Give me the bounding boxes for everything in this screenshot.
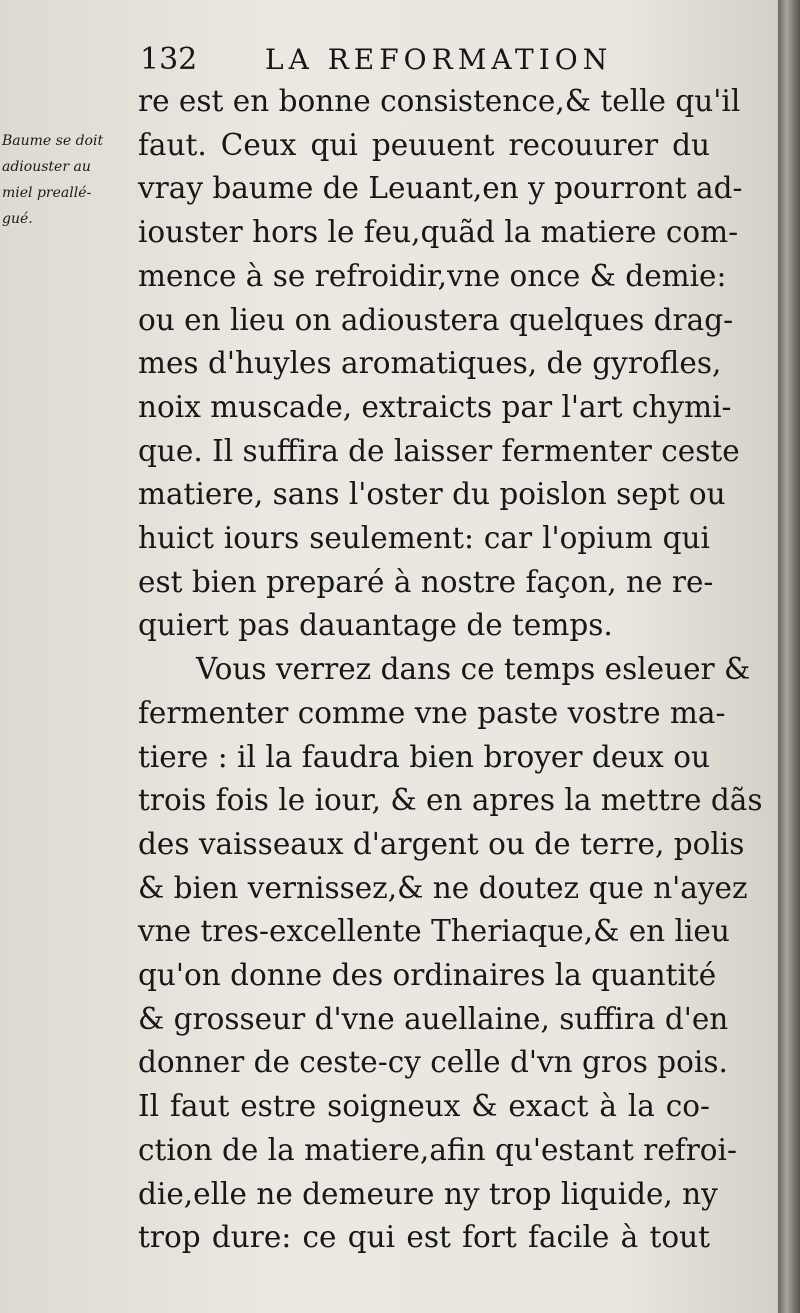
text-line: re est en bonne consistence,& telle qu'il bbox=[138, 84, 741, 118]
text-line: trop dure: ce qui est fort facile à tout bbox=[138, 1220, 710, 1255]
margin-note-line: miel preallé- bbox=[2, 185, 92, 201]
text-line: mence à se refroidir,vne once & demie: bbox=[138, 258, 727, 293]
text-line: mes d'huyles aromatiques, de gyrofles, bbox=[138, 346, 722, 381]
running-head: LA REFORMATION bbox=[265, 43, 613, 76]
margin-note-line: adiouster au bbox=[2, 159, 91, 175]
body-text bbox=[138, 80, 763, 1260]
text-line: Il faut estre soigneux & exact à la co- bbox=[138, 1089, 710, 1124]
margin-note-line: gué. bbox=[2, 211, 33, 227]
text-line: noix muscade, extraicts par l'art chymi- bbox=[138, 389, 732, 424]
text-line: vne tres-excellente Theriaque,& en lieu bbox=[138, 914, 730, 949]
text-line: die,elle ne demeure ny trop liquide, ny bbox=[138, 1176, 718, 1211]
text-line: qu'on donne des ordinaires la quantité bbox=[138, 958, 717, 993]
margin-note-line: Baume se doit bbox=[2, 133, 104, 149]
text-line: que. Il suffira de laisser fermenter ceste bbox=[138, 433, 740, 468]
text-line: & bien vernissez,& ne doutez que n'ayez bbox=[138, 870, 748, 905]
text-line: est bien preparé à nostre façon, ne re- bbox=[138, 564, 714, 599]
text-line: matiere, sans l'oster du poislon sept ou bbox=[138, 477, 726, 512]
page-number: 132 bbox=[140, 42, 198, 77]
page-edge bbox=[778, 0, 800, 1313]
text-line: ou en lieu on adioustera quelques drag- bbox=[138, 302, 734, 337]
text-line: ction de la matiere,afin qu'estant refroi- bbox=[138, 1132, 737, 1167]
margin-note bbox=[2, 128, 137, 232]
text-line: trois fois le iour, & en apres la mettre dãs bbox=[138, 783, 763, 818]
text-line: iouster hors le feu,quãd la matiere com- bbox=[138, 215, 739, 250]
text-line: Vous verrez dans ce temps esleuer & bbox=[196, 652, 751, 687]
text-line: donner de ceste-cy celle d'vn gros pois. bbox=[138, 1045, 728, 1080]
text-line: quiert pas dauantage de temps. bbox=[138, 608, 613, 643]
text-line: huict iours seulement: car l'opium qui bbox=[138, 521, 710, 556]
text-line: fermenter comme vne paste vostre ma- bbox=[138, 695, 726, 730]
text-line: tiere : il la faudra bien broyer deux ou bbox=[138, 739, 710, 774]
text-line: faut. Ceux qui peuuent recouurer du bbox=[138, 127, 710, 162]
text-line: & grosseur d'vne auellaine, suffira d'en bbox=[138, 1001, 729, 1036]
text-line: vray baume de Leuant,en y pourront ad- bbox=[138, 171, 743, 206]
text-line: des vaisseaux d'argent ou de terre, polis bbox=[138, 826, 745, 861]
page-header bbox=[140, 40, 700, 80]
